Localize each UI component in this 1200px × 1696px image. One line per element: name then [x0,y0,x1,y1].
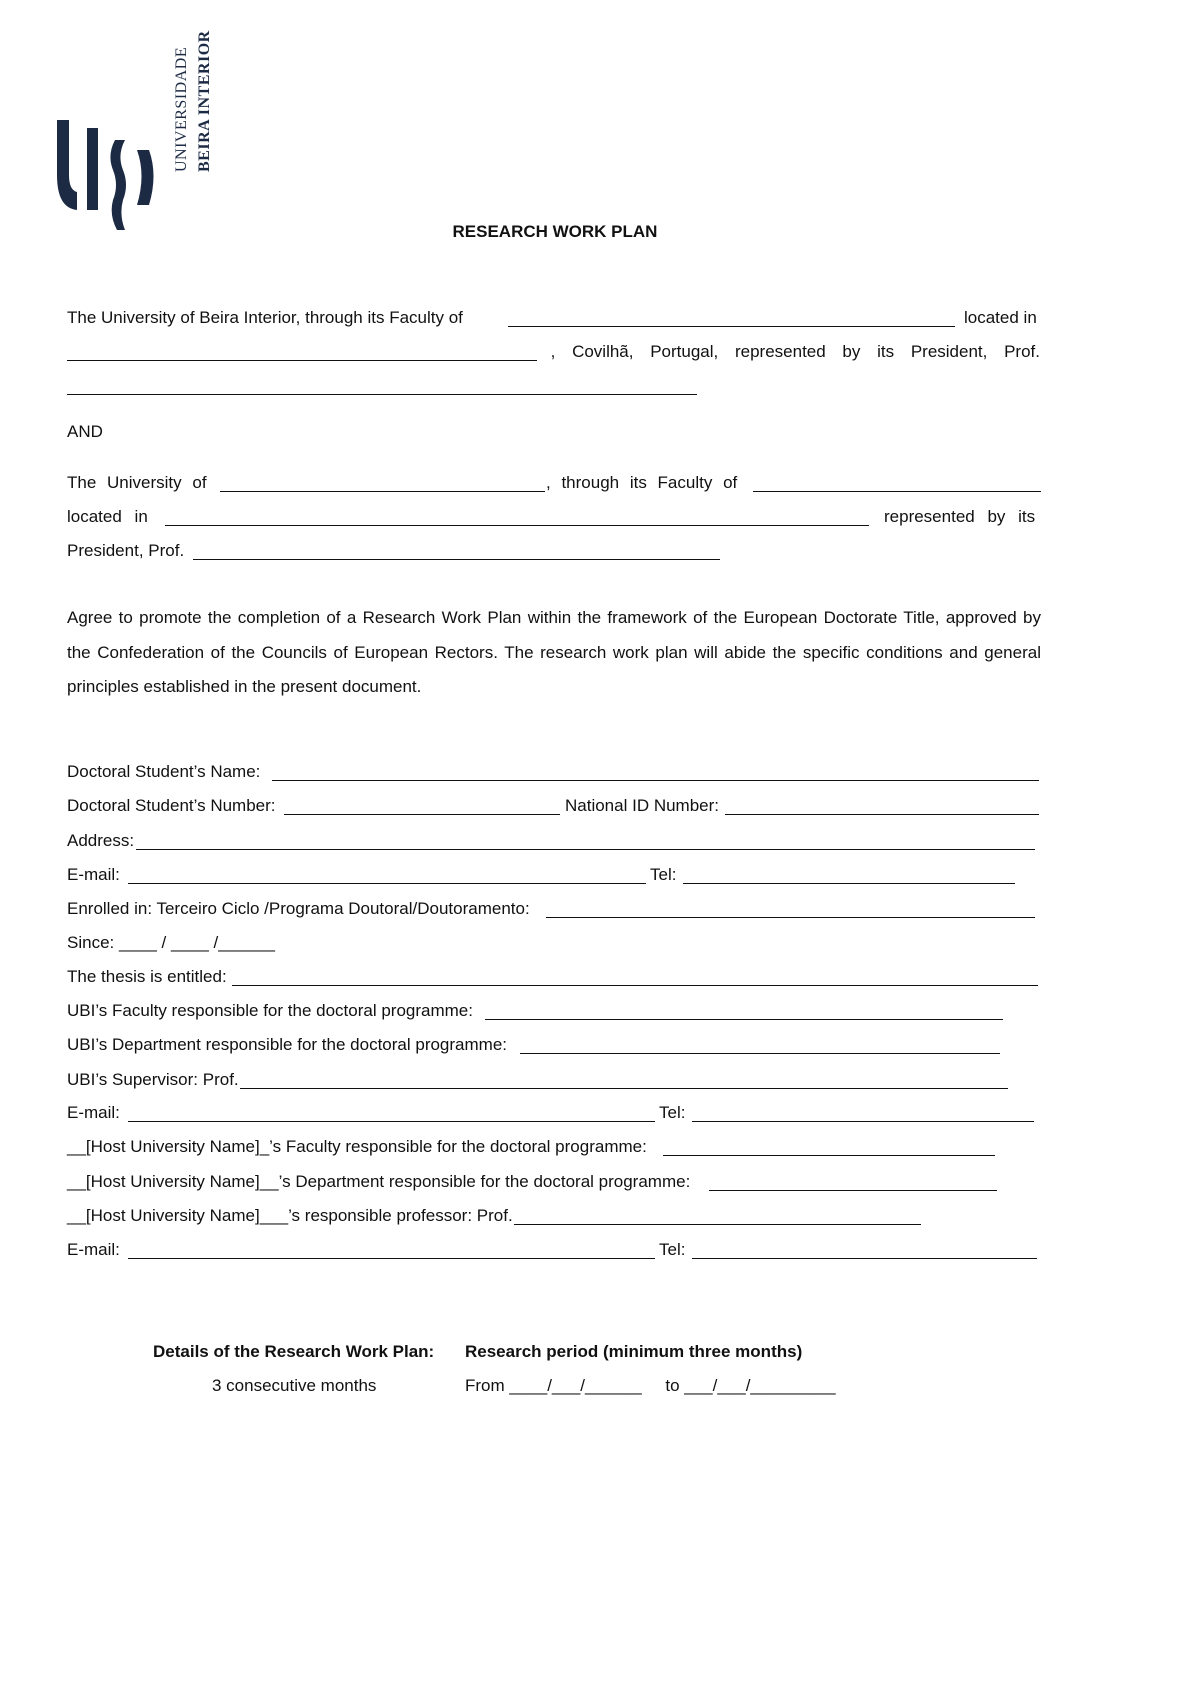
tel-label-1: Tel: [650,865,677,884]
address-field[interactable] [136,849,1035,850]
student-name-field[interactable] [272,780,1039,781]
ubi-supervisor-label: UBI’s Supervisor: Prof. [67,1070,239,1089]
and-label: AND [67,422,103,441]
tel-field-2[interactable] [692,1121,1034,1122]
party2-line1-start: The University of [67,473,207,492]
enrolled-label: Enrolled in: Terceiro Ciclo /Programa Doutoral/Doutoramento: [67,899,530,918]
details-value: 3 consecutive months [212,1376,377,1395]
location-blank-1[interactable] [67,360,537,361]
party2-line3-start: President, Prof. [67,541,185,560]
student-number-label: Doctoral Student’s Number: [67,796,276,815]
party2-line2-start: located in [67,507,148,526]
host-faculty-label: __[Host University Name]_’s Faculty responsible for the doctoral programme: [67,1137,647,1156]
party1-line2-text: , Covilhã, Portugal, represented by its President, Prof. [550,342,1040,361]
host-department-field[interactable] [709,1190,997,1191]
tel-label-2: Tel: [659,1103,686,1122]
period-label: Research period (minimum three months) [465,1342,803,1361]
location-blank-2[interactable] [165,525,869,526]
tel-field-3[interactable] [692,1258,1037,1259]
faculty-blank-1[interactable] [508,326,955,327]
president-blank-1[interactable] [67,394,697,395]
student-number-field[interactable] [284,814,560,815]
host-professor-field[interactable] [514,1224,921,1225]
document-title: RESEARCH WORK PLAN [452,222,658,241]
tel-label-3: Tel: [659,1240,686,1259]
agreement-line-3: principles established in the present document. [67,677,422,696]
tel-field-1[interactable] [683,883,1015,884]
thesis-label: The thesis is entitled: [67,967,227,986]
agreement-line-2: the Confederation of the Councils of European Rectors. The research work plan will abide the specific conditions and general [67,643,1041,662]
ubi-faculty-field[interactable] [485,1019,1003,1020]
party1-line1-end: located in [964,308,1037,327]
student-name-label: Doctoral Student’s Name: [67,762,261,781]
agreement-line-1: Agree to promote the completion of a Research Work Plan within the framework of the European Doctorate Title, approved by [67,608,1041,627]
period-value[interactable]: From ____/___/______ to ___/___/_________ [465,1376,836,1395]
national-id-field[interactable] [725,814,1039,815]
university-logo [55,30,245,210]
address-label: Address: [67,831,135,850]
logo-line-universidade: UNIVERSIDADE [173,46,190,172]
ubi-logo-mark [55,80,165,240]
thesis-field[interactable] [232,985,1038,986]
logo-line-beira-interior: BEIRA INTERIOR [196,30,213,172]
email-label-3: E-mail: [67,1240,120,1259]
faculty-blank-2[interactable] [753,491,1041,492]
party1-line1-start: The University of Beira Interior, through its Faculty of [67,308,463,327]
enrolled-field[interactable] [546,917,1035,918]
email-field-2[interactable] [128,1121,655,1122]
since-field[interactable]: Since: ____ / ____ /______ [67,933,275,952]
host-department-label: __[Host University Name]__’s Department responsible for the doctoral programme: [67,1172,691,1191]
ubi-faculty-label: UBI’s Faculty responsible for the doctoral programme: [67,1001,473,1020]
email-label-1: E-mail: [67,865,120,884]
email-field-1[interactable] [128,883,646,884]
email-field-3[interactable] [128,1258,655,1259]
host-professor-label: __[Host University Name]___’s responsible professor: Prof. [67,1206,513,1225]
email-label-2: E-mail: [67,1103,120,1122]
ubi-department-label: UBI’s Department responsible for the doctoral programme: [67,1035,507,1054]
national-id-label: National ID Number: [565,796,720,815]
party2-line2-end: represented by its [884,507,1036,526]
ubi-supervisor-field[interactable] [240,1088,1008,1089]
party2-line1-mid: , through its Faculty of [546,473,738,492]
details-label: Details of the Research Work Plan: [153,1342,435,1361]
university-blank-2[interactable] [220,491,545,492]
ubi-department-field[interactable] [520,1053,1000,1054]
president-blank-2[interactable] [193,559,720,560]
host-faculty-field[interactable] [663,1155,995,1156]
